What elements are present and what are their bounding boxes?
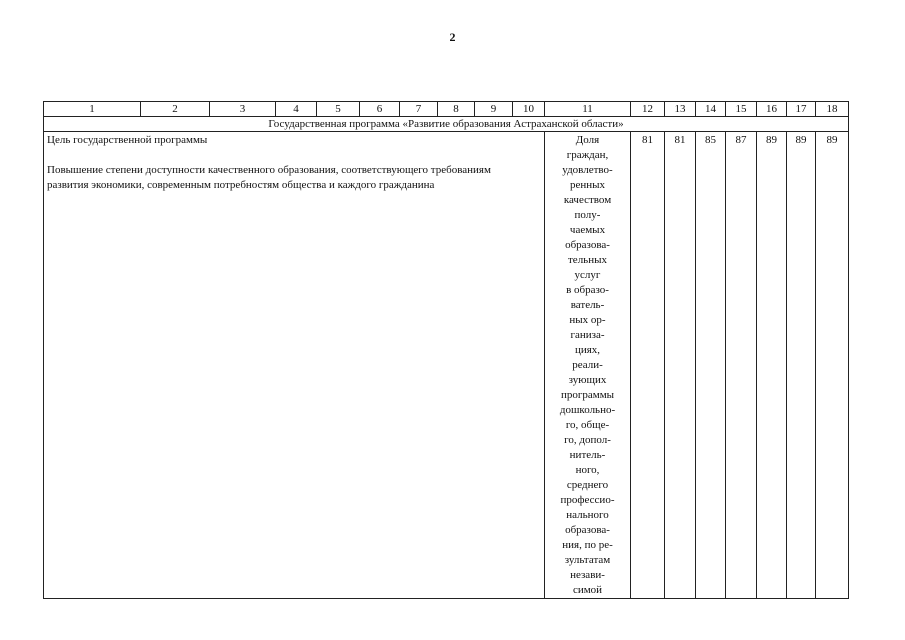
program-table [43, 101, 849, 599]
column-header-12: 12 [631, 102, 665, 117]
column-header-3: 3 [210, 102, 276, 117]
indicator-text: Доля граждан, удовлетво- ренных качеством полу- чаемых образова- тельных услуг в образо- ватель- ных ор- ганиза- циях, реали- зующих программы дошкольно- го, обще- го, допол- нитель- ного, среднего профессио- нального образова- ния, по ре- зультатам незави- симой [559, 134, 616, 596]
program-title-row [44, 117, 849, 132]
page-number: 2 [449, 30, 456, 44]
column-header-5: 5 [317, 102, 360, 117]
column-number-row [44, 102, 849, 117]
value-cell-18 [816, 132, 849, 599]
value-text: 85 [705, 134, 716, 146]
column-header-6: 6 [360, 102, 400, 117]
column-header-11: 11 [545, 102, 631, 117]
value-cell-17 [787, 132, 816, 599]
value-text: 81 [674, 134, 686, 146]
goal-text: Повышение степени доступности качественного образования, соответствующего требованиям развития экономики, современным потребностям общества и каждого гражданина [47, 164, 491, 191]
column-header-7: 7 [400, 102, 438, 117]
column-header-17: 17 [787, 102, 816, 117]
value-cell-15 [726, 132, 757, 599]
column-header-2: 2 [141, 102, 210, 117]
program-title: Государственная программа «Развитие образования Астраханской области» [44, 117, 849, 132]
value-text: 89 [826, 134, 838, 146]
value-cell-13 [665, 132, 696, 599]
column-header-9: 9 [475, 102, 513, 117]
column-header-4: 4 [276, 102, 317, 117]
value-text: 87 [735, 134, 747, 146]
column-header-16: 16 [757, 102, 787, 117]
goal-row [44, 132, 849, 599]
value-cell-14 [696, 132, 726, 599]
column-header-13: 13 [665, 102, 696, 117]
value-cell-12 [631, 132, 665, 599]
value-cell-16 [757, 132, 787, 599]
goal-cell [44, 132, 545, 599]
indicator-cell [545, 132, 631, 599]
column-header-14: 14 [696, 102, 726, 117]
goal-label: Цель государственной программы [47, 134, 208, 146]
column-header-8: 8 [438, 102, 475, 117]
column-header-15: 15 [726, 102, 757, 117]
value-text: 81 [642, 134, 653, 146]
value-text: 89 [795, 134, 807, 146]
column-header-10: 10 [513, 102, 545, 117]
column-header-18: 18 [816, 102, 849, 117]
value-text: 89 [766, 134, 777, 146]
column-header-1: 1 [44, 102, 141, 117]
